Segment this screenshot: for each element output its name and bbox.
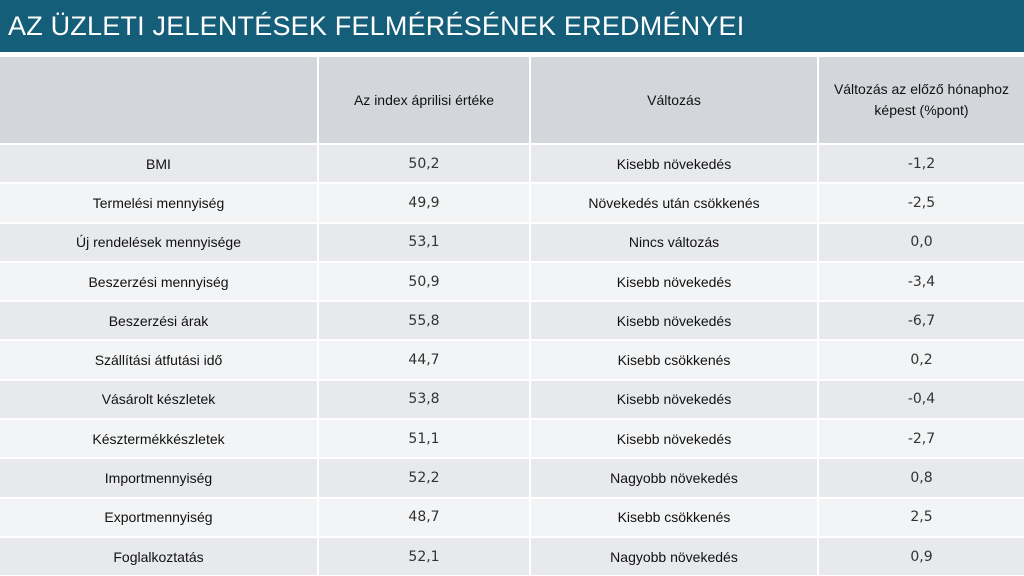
- table-header: [0, 57, 1024, 144]
- title-bar: [0, 0, 1024, 52]
- row-change-pp: 2,5: [818, 498, 1024, 537]
- table-row: [0, 458, 1024, 497]
- row-change-pp: -2,7: [818, 419, 1024, 458]
- results-table-container: [0, 57, 1024, 576]
- row-april-value: 50,9: [318, 262, 530, 301]
- row-change-pp: -1,2: [818, 144, 1024, 183]
- row-change: Kisebb növekedés: [530, 144, 818, 183]
- row-indicator: Késztermékkészletek: [0, 419, 318, 458]
- table-row: [0, 301, 1024, 340]
- row-change: Kisebb csökkenés: [530, 340, 818, 379]
- row-indicator: Szállítási átfutási idő: [0, 340, 318, 379]
- row-april-value: 48,7: [318, 498, 530, 537]
- header-april-value: Az index áprilisi értéke: [318, 57, 530, 144]
- header-indicator: [0, 57, 318, 144]
- row-change: Nincs változás: [530, 223, 818, 262]
- row-change: Nagyobb növekedés: [530, 537, 818, 576]
- row-change-pp: 0,0: [818, 223, 1024, 262]
- table-row: [0, 262, 1024, 301]
- row-april-value: 53,1: [318, 223, 530, 262]
- row-april-value: 50,2: [318, 144, 530, 183]
- row-change: Kisebb csökkenés: [530, 498, 818, 537]
- row-change-pp: 0,9: [818, 537, 1024, 576]
- row-change-pp: -0,4: [818, 380, 1024, 419]
- row-indicator: Importmennyiség: [0, 458, 318, 497]
- row-change-pp: -6,7: [818, 301, 1024, 340]
- row-indicator: Új rendelések mennyisége: [0, 223, 318, 262]
- row-april-value: 49,9: [318, 183, 530, 222]
- row-change: Kisebb növekedés: [530, 380, 818, 419]
- row-change-pp: 0,8: [818, 458, 1024, 497]
- row-change-pp: 0,2: [818, 340, 1024, 379]
- table-row: [0, 380, 1024, 419]
- header-change: Változás: [530, 57, 818, 144]
- row-indicator: Termelési mennyiség: [0, 183, 318, 222]
- header-row: [0, 57, 1024, 144]
- row-change-pp: -2,5: [818, 183, 1024, 222]
- row-indicator: Beszerzési árak: [0, 301, 318, 340]
- row-indicator: BMI: [0, 144, 318, 183]
- table-row: [0, 419, 1024, 458]
- table-row: [0, 183, 1024, 222]
- row-april-value: 52,1: [318, 537, 530, 576]
- row-april-value: 55,8: [318, 301, 530, 340]
- row-change: Növekedés után csökkenés: [530, 183, 818, 222]
- row-change-pp: -3,4: [818, 262, 1024, 301]
- table-row: [0, 498, 1024, 537]
- row-indicator: Foglalkoztatás: [0, 537, 318, 576]
- row-april-value: 44,7: [318, 340, 530, 379]
- results-table: [0, 57, 1024, 576]
- row-april-value: 51,1: [318, 419, 530, 458]
- row-april-value: 52,2: [318, 458, 530, 497]
- row-indicator: Beszerzési mennyiség: [0, 262, 318, 301]
- page-title: AZ ÜZLETI JELENTÉSEK FELMÉRÉSÉNEK EREDMÉNYEI: [8, 10, 745, 41]
- header-change-pp: Változás az előző hónaphoz képest (%pont): [818, 57, 1024, 144]
- row-change: Kisebb növekedés: [530, 301, 818, 340]
- table-row: [0, 340, 1024, 379]
- table-row: [0, 144, 1024, 183]
- table-row: [0, 537, 1024, 576]
- row-change: Kisebb növekedés: [530, 419, 818, 458]
- table-body: [0, 144, 1024, 576]
- row-april-value: 53,8: [318, 380, 530, 419]
- row-indicator: Vásárolt készletek: [0, 380, 318, 419]
- table-row: [0, 223, 1024, 262]
- row-change: Kisebb növekedés: [530, 262, 818, 301]
- row-indicator: Exportmennyiség: [0, 498, 318, 537]
- row-change: Nagyobb növekedés: [530, 458, 818, 497]
